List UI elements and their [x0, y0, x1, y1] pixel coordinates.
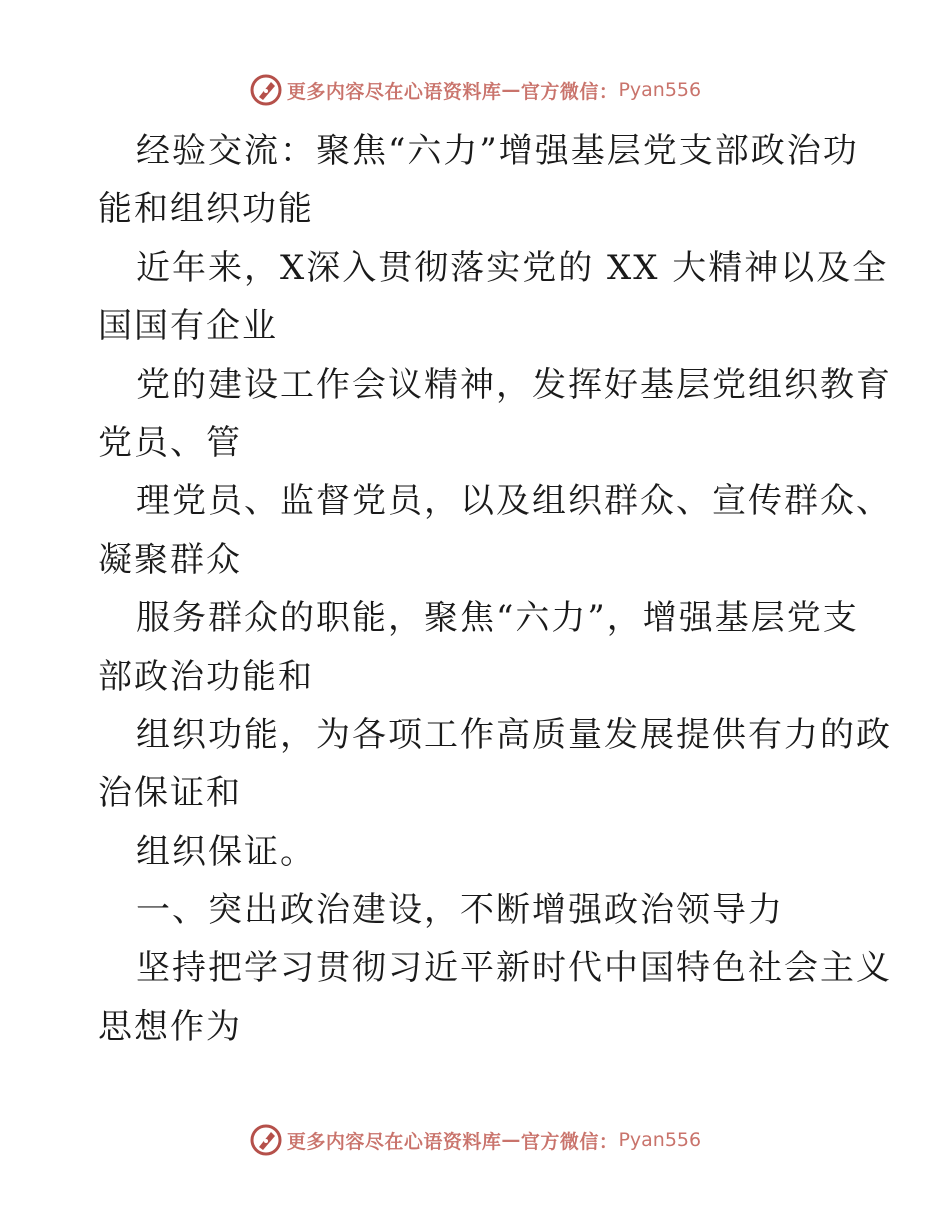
banner-brand-text: 更多内容尽在心语资料库 [286, 1130, 502, 1153]
document-title-line: 经验交流：聚焦“六力”增强基层党支部政治功 [136, 131, 859, 171]
paragraph-line: 党的建设工作会议精神，发挥好基层党组织教育 [136, 364, 892, 405]
banner-separator: — [501, 79, 521, 101]
pen-nib-logo-icon [249, 73, 283, 107]
paragraph-line: 思想作为 [98, 1006, 242, 1047]
paragraph-line: 国国有企业 [98, 306, 278, 347]
paragraph-line: 组织保证。 [136, 831, 316, 872]
pen-nib-logo-icon [249, 1123, 283, 1157]
banner-contact-label: 官方微信： [520, 80, 619, 103]
paragraph-line: 凝聚群众 [98, 539, 242, 580]
document-title-line: 能和组织功能 [98, 189, 314, 230]
paragraph-line: 近年来，X深入贯彻落实党的 XX 大精神以及全 [136, 247, 889, 288]
paragraph-line: 治保证和 [98, 773, 242, 814]
paragraph-line: 服务群众的职能，聚焦“六力”，增强基层党支 [136, 598, 859, 639]
paragraph-line: 坚持把学习贯彻习近平新时代中国特色社会主义 [136, 948, 892, 989]
banner-contact-id: Pyan556 [618, 79, 702, 101]
paragraph-line: 党员、管 [98, 422, 242, 463]
banner-brand-text: 更多内容尽在心语资料库 [286, 80, 502, 103]
header-banner [0, 70, 950, 110]
banner-contact-id: Pyan556 [618, 1129, 702, 1151]
banner-separator: — [501, 1129, 521, 1151]
paragraph-line: 部政治功能和 [98, 656, 314, 697]
banner-contact-label: 官方微信： [520, 1130, 619, 1153]
section-heading: 一、突出政治建设，不断增强政治领导力 [136, 890, 784, 931]
document-body [98, 122, 892, 1056]
paragraph-line: 理党员、监督党员，以及组织群众、宣传群众、 [136, 481, 892, 522]
paragraph-line: 组织功能，为各项工作高质量发展提供有力的政 [136, 714, 892, 755]
footer-banner [0, 1120, 950, 1160]
